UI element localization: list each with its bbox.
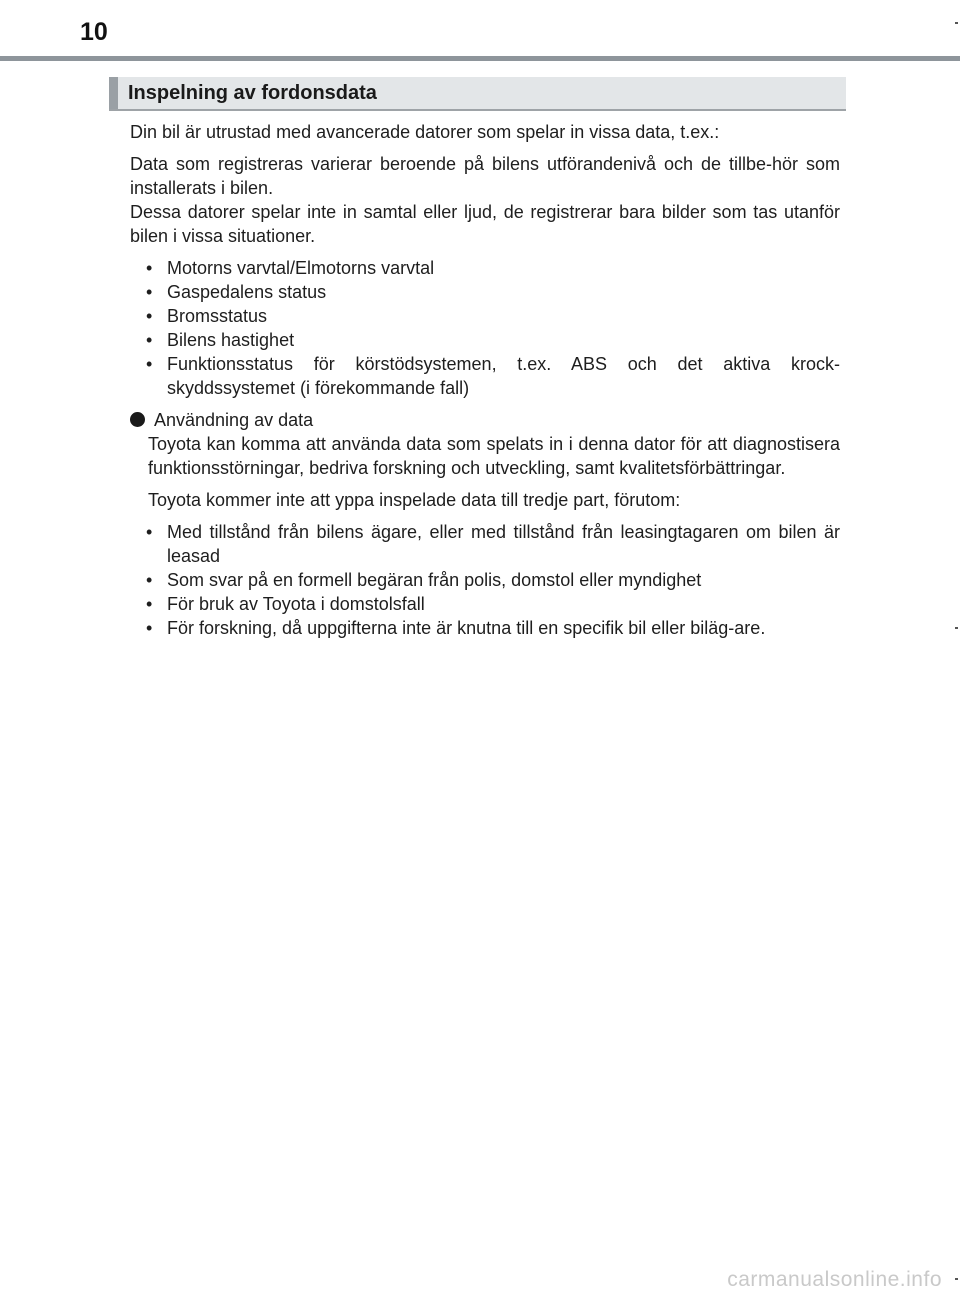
list-item: • För bruk av Toyota i domstolsfall — [130, 592, 840, 616]
disclosure-exceptions-list — [130, 520, 840, 640]
usage-heading-text: Användning av data — [154, 410, 314, 430]
intro-paragraph-1: Din bil är utrustad med avancerade datorer som spelar in vissa data, t.ex.: — [130, 122, 720, 142]
usage-paragraph-1: Toyota kan komma att använda data som spelats in i denna dator för att diagnostisera funktionsstörningar, bedriva forskning och utveckling, samt kvalitetsförbättringar. — [148, 434, 840, 478]
usage-paragraph-2: Toyota kommer inte att yppa inspelade data till tredje part, förutom: — [148, 490, 681, 510]
page-content — [130, 120, 840, 640]
list-item: • Bromsstatus — [130, 304, 840, 328]
section-title: Inspelning av fordonsdata — [128, 82, 377, 104]
crop-mark — [955, 627, 958, 629]
list-item: • Som svar på en formell begäran från polis, domstol eller myndighet — [130, 568, 840, 592]
intro-paragraph-2: Data som registreras varierar beroende på bilens utförandenivå och de tillbe-hör som installerats i bilen. — [130, 154, 840, 198]
section-heading-bar — [109, 77, 846, 111]
list-item: • Med tillstånd från bilens ägare, eller med tillstånd från leasingtagaren om bilen är leasad — [130, 520, 840, 568]
crop-mark — [955, 22, 958, 24]
list-item: • Funktionsstatus för körstödsystemen, t.ex. ABS och det aktiva krock-skyddssystemet (i förekommande fall) — [130, 352, 840, 400]
list-item: • Motorns varvtal/Elmotorns varvtal — [130, 256, 840, 280]
filled-circle-icon — [130, 412, 145, 427]
list-item: • Gaspedalens status — [130, 280, 840, 304]
crop-mark — [955, 1278, 958, 1280]
recorded-data-list — [130, 256, 840, 400]
page-number: 10 — [80, 18, 108, 46]
header-rule — [0, 56, 960, 61]
list-item: • Bilens hastighet — [130, 328, 840, 352]
intro-paragraph-3: Dessa datorer spelar inte in samtal eller ljud, de registrerar bara bilder som tas utanför bilen i vissa situationer. — [130, 202, 840, 246]
usage-heading — [130, 408, 840, 432]
section-accent — [109, 77, 118, 109]
watermark: carmanualsonline.info — [727, 1268, 942, 1291]
list-item: • För forskning, då uppgifterna inte är knutna till en specifik bil eller biläg-are. — [130, 616, 840, 640]
